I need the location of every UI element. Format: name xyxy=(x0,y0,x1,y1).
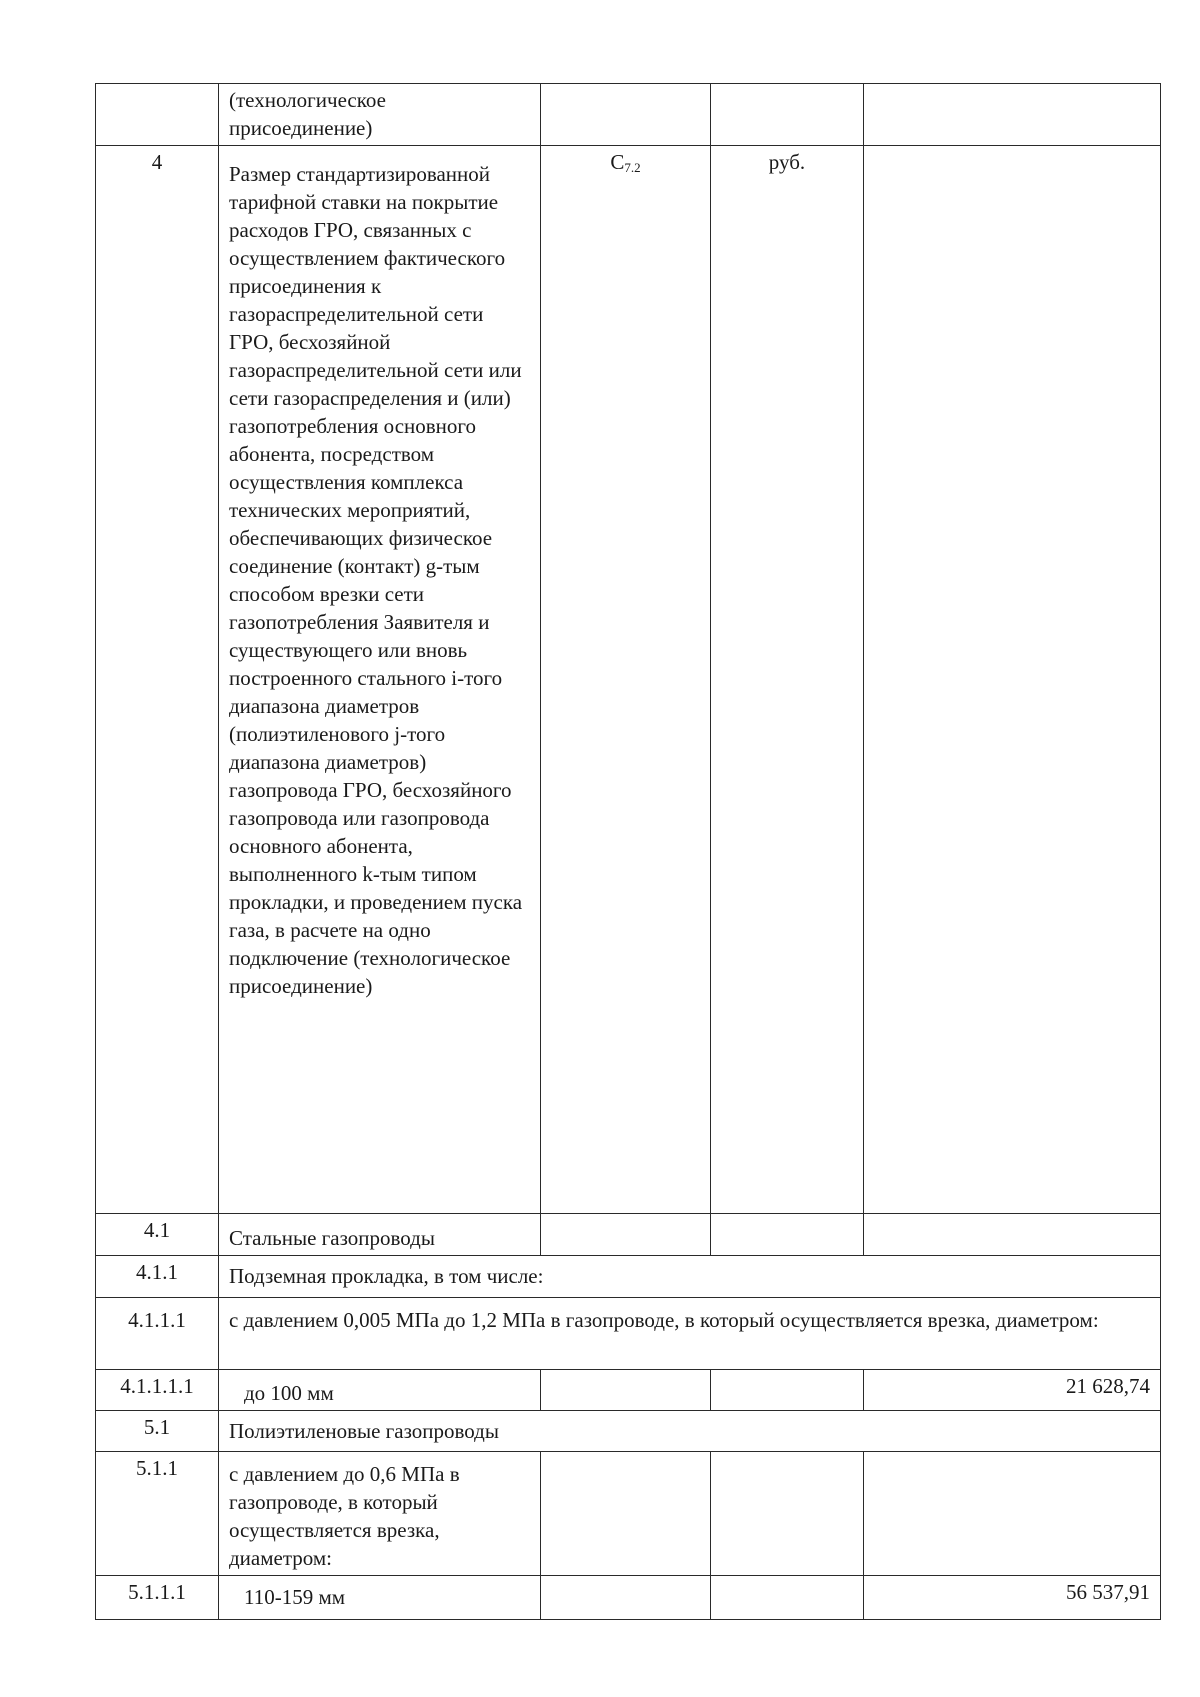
row-unit xyxy=(711,1370,864,1411)
row-description: с давлением до 0,6 МПа в газопроводе, в который осуществляется врезка, диаметром: xyxy=(219,1452,541,1576)
row-value xyxy=(864,1214,1161,1256)
table-row xyxy=(96,146,1161,1214)
row-number: 5.1.1.1 xyxy=(96,1576,219,1620)
row-description: Подземная прокладка, в том числе: xyxy=(219,1256,1161,1298)
table-row xyxy=(96,1576,1161,1620)
symbol-subscript: 7.2 xyxy=(624,160,641,175)
row-symbol xyxy=(541,1452,711,1576)
row-description: 110-159 мм xyxy=(219,1576,541,1620)
row-symbol xyxy=(541,1576,711,1620)
row-value: 21 628,74 xyxy=(864,1370,1161,1411)
row-symbol xyxy=(541,1214,711,1256)
row-description: Стальные газопроводы xyxy=(219,1214,541,1256)
row-description: до 100 мм xyxy=(219,1370,541,1411)
row-description: Полиэтиленовые газопроводы xyxy=(219,1411,1161,1452)
table-row xyxy=(96,1411,1161,1452)
table-row xyxy=(96,1452,1161,1576)
row-number: 4.1.1.1 xyxy=(96,1298,219,1370)
row-unit xyxy=(711,1576,864,1620)
row-value: 56 537,91 xyxy=(864,1576,1161,1620)
row-number: 4.1.1 xyxy=(96,1256,219,1298)
row-number: 4.1 xyxy=(96,1214,219,1256)
table-row xyxy=(96,1298,1161,1370)
row-unit xyxy=(711,1452,864,1576)
row-value xyxy=(864,146,1161,1214)
row-symbol xyxy=(541,84,711,146)
row-description: Размер стандартизированной тарифной ставки на покрытие расходов ГРО, связанных с осуществлением фактического присоединения к газораспределительной сети ГРО, бесхозяйной газораспределительной сети или сети газораспределения и (или) газопотребления основного абонента, посредством осуществления комплекса технических мероприятий, обеспечивающих физическое соединение (контакт) g-тым способом врезки сети газопотребления Заявителя и существующего или вновь построенного стального i-того диапазона диаметров (полиэтиленового j-того диапазона диаметров) газопровода ГРО, бесхозяйного газопровода или газопровода основного абонента, выполненного k-тым типом прокладки, и проведением пуска газа, в расчете на одно подключение (технологическое присоединение) xyxy=(219,146,541,1214)
row-number: 4.1.1.1.1 xyxy=(96,1370,219,1411)
row-unit xyxy=(711,84,864,146)
row-description: (технологическое присоединение) xyxy=(219,84,541,146)
row-symbol xyxy=(541,146,711,1214)
table-row xyxy=(96,1256,1161,1298)
row-number: 5.1.1 xyxy=(96,1452,219,1576)
table-row xyxy=(96,84,1161,146)
table-row xyxy=(96,1370,1161,1411)
row-value xyxy=(864,84,1161,146)
row-number: 4 xyxy=(96,146,219,1214)
row-unit: руб. xyxy=(711,146,864,1214)
tariff-table xyxy=(95,83,1161,1620)
symbol-letter: C xyxy=(610,150,625,174)
row-unit xyxy=(711,1214,864,1256)
table-row xyxy=(96,1214,1161,1256)
row-number xyxy=(96,84,219,146)
row-number: 5.1 xyxy=(96,1411,219,1452)
row-symbol xyxy=(541,1370,711,1411)
row-description: с давлением 0,005 МПа до 1,2 МПа в газопроводе, в который осуществляется врезка, диаметром: xyxy=(219,1298,1161,1370)
row-value xyxy=(864,1452,1161,1576)
